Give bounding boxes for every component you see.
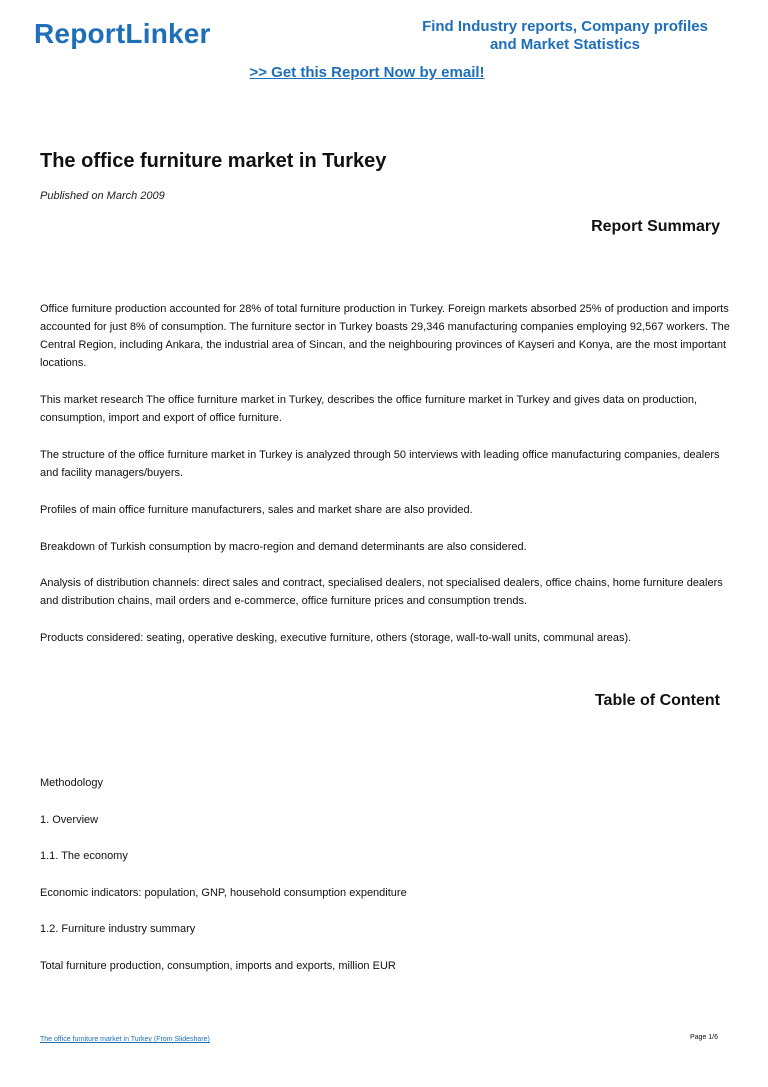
tagline-line-2: and Market Statistics [489, 36, 641, 53]
header-tagline [400, 18, 730, 54]
report-title: The office furniture market in Turkey [40, 150, 387, 172]
footer-source-link[interactable]: The office furniture market in Turkey (From Slideshare) [40, 1036, 210, 1043]
toc-item-economy: 1.1. The economy [40, 850, 128, 862]
summary-paragraph-3: The structure of the office furniture market in Turkey is analyzed through 50 interviews with leading office manufacturing companies, dealers and facility managers/buyers. [40, 449, 720, 479]
report-summary-heading: Report Summary [591, 218, 720, 235]
toc-item-total-furniture-production: Total furniture production, consumption, imports and exports, million EUR [40, 960, 396, 972]
summary-paragraph-7: Products considered: seating, operative desking, executive furniture, others (storage, wall-to-wall units, communal areas). [40, 632, 632, 644]
get-report-link-wrapper [0, 64, 698, 81]
toc-item-furniture-industry-summary: 1.2. Furniture industry summary [40, 923, 196, 935]
page-number: Page 1/6 [689, 1034, 718, 1041]
toc-item-overview: 1. Overview [40, 814, 99, 826]
summary-paragraph-5: Breakdown of Turkish consumption by macro-region and demand determinants are also considered. [40, 541, 527, 553]
summary-paragraph-6: Analysis of distribution channels: direct sales and contract, specialised dealers, not specialised dealers, office chains, home furniture dealers and distribution chains, mail orders and e-commerce, office furniture prices and consumption trends. [40, 577, 723, 607]
reportlinker-logo[interactable]: ReportLinker [34, 18, 211, 49]
toc-item-methodology: Methodology [40, 777, 103, 789]
published-date: Published on March 2009 [40, 190, 165, 202]
summary-paragraph-1: Office furniture production accounted for 28% of total furniture production in Turkey. Foreign markets absorbed 25% of production and imports accounted for just 8% of consumption. The furniture sector in Turkey boasts 29,346 manufacturing companies employing 92,567 workers. The Central Region, including Ankara, the industrial area of Sincan, and the neighbouring provinces of Kayseri and Konya, are the most important locations. [40, 303, 730, 369]
toc-item-economic-indicators: Economic indicators: population, GNP, household consumption expenditure [40, 887, 407, 899]
table-of-content-heading: Table of Content [594, 692, 720, 709]
summary-paragraph-2: This market research The office furniture market in Turkey, describes the office furniture market in Turkey and gives data on production, consumption, import and export of office furniture. [40, 394, 698, 424]
summary-paragraph-4: Profiles of main office furniture manufacturers, sales and market share are also provided. [40, 504, 473, 516]
get-report-link[interactable]: >> Get this Report Now by email! [249, 64, 485, 81]
tagline-line-1: Find Industry reports, Company profiles [422, 18, 708, 35]
